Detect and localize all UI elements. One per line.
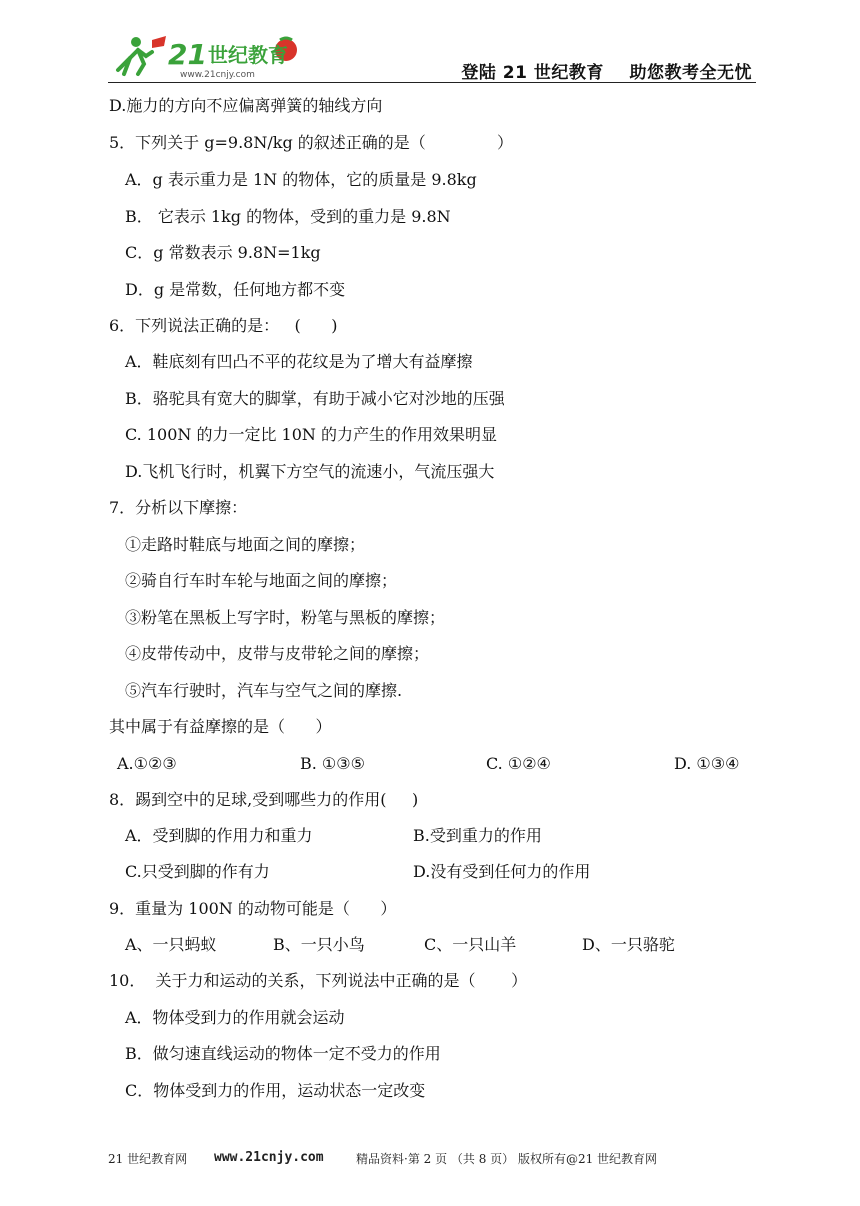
header-divider [108,82,756,83]
header-slogan: 登陆 21 世纪教育 助您教考全无忧 [461,63,752,83]
question-6-stem: 6．下列说法正确的是： ( ) [109,316,338,335]
question-7-item-3: ③粉笔在黑板上写字时，粉笔与黑板的摩擦； [125,608,446,627]
question-9-stem: 9．重量为 100N 的动物可能是（ ） [109,899,397,918]
question-7-option-d: D. ①③④ [674,754,740,773]
footer-site-url: www.21cnjy.com [214,1150,324,1165]
question-8-option-a: A．受到脚的作用力和重力 [125,826,313,845]
question-5-option-d: D．g 是常数，任何地方都不变 [125,280,346,299]
question-6-option-d: D.飞机飞行时，机翼下方空气的流速小，气流压强大 [125,462,495,481]
question-8-option-b: B.受到重力的作用 [413,826,542,845]
question-10-stem: 10． 关于力和运动的关系，下列说法中正确的是（ ） [109,971,528,990]
question-7-option-a: A.①②③ [117,754,177,773]
question-8-option-c: C.只受到脚的作有力 [125,862,270,881]
page-footer [108,1150,756,1170]
question-5-option-b: B． 它表示 1kg 的物体，受到的重力是 9.8N [125,207,451,226]
question-7-stem: 7．分析以下摩擦： [109,498,248,517]
logo-graphic [108,30,308,82]
question-9-option-b: B、一只小鸟 [273,935,365,954]
question-4-option-d: D.施力的方向不应偏离弹簧的轴线方向 [109,96,383,115]
site-logo [108,30,308,82]
svg-text:世纪教育: 世纪教育 [208,43,288,67]
question-7-item-1: ①走路时鞋底与地面之间的摩擦； [125,535,366,554]
question-6-option-a: A．鞋底刻有凹凸不平的花纹是为了增大有益摩擦 [125,352,473,371]
question-8-option-d: D.没有受到任何力的作用 [413,862,591,881]
footer-page-info: 精品资料·第 2 页 （共 8 页） 版权所有@21 世纪教育网 [356,1152,658,1166]
footer-site-name: 21 世纪教育网 [108,1152,188,1166]
page-header [108,30,756,82]
question-9-option-a: A、一只蚂蚁 [125,935,217,954]
question-10-option-a: A．物体受到力的作用就会运动 [125,1008,345,1027]
question-7-prompt: 其中属于有益摩擦的是（ ） [109,717,332,736]
question-5-option-c: C．g 常数表示 9.8N=1kg [125,243,321,262]
question-10-option-b: B．做匀速直线运动的物体一定不受力的作用 [125,1044,441,1063]
question-7-item-2: ②骑自行车时车轮与地面之间的摩擦； [125,571,398,590]
svg-text:www.21cnjy.com: www.21cnjy.com [180,70,255,80]
question-6-option-b: B．骆驼具有宽大的脚掌，有助于减小它对沙地的压强 [125,389,505,408]
question-7-option-c: C. ①②④ [486,754,551,773]
question-7-item-5: ⑤汽车行驶时，汽车与空气之间的摩擦. [125,681,403,700]
question-10-option-c: C．物体受到力的作用，运动状态一定改变 [125,1081,426,1100]
question-9-option-c: C、一只山羊 [424,935,517,954]
question-9-option-d: D、一只骆驼 [582,935,675,954]
question-5-option-a: A．g 表示重力是 1N 的物体，它的质量是 9.8kg [125,170,477,189]
question-8-stem: 8．踢到空中的足球,受到哪些力的作用( ) [109,790,419,809]
svg-text:21: 21 [168,38,207,71]
question-7-item-4: ④皮带传动中，皮带与皮带轮之间的摩擦； [125,644,430,663]
question-6-option-c: C. 100N 的力一定比 10N 的力产生的作用效果明显 [125,425,498,444]
question-7-option-b: B. ①③⑤ [300,754,365,773]
question-5-stem: 5．下列关于 g=9.8N/kg 的叙述正确的是（ ） [109,133,513,152]
